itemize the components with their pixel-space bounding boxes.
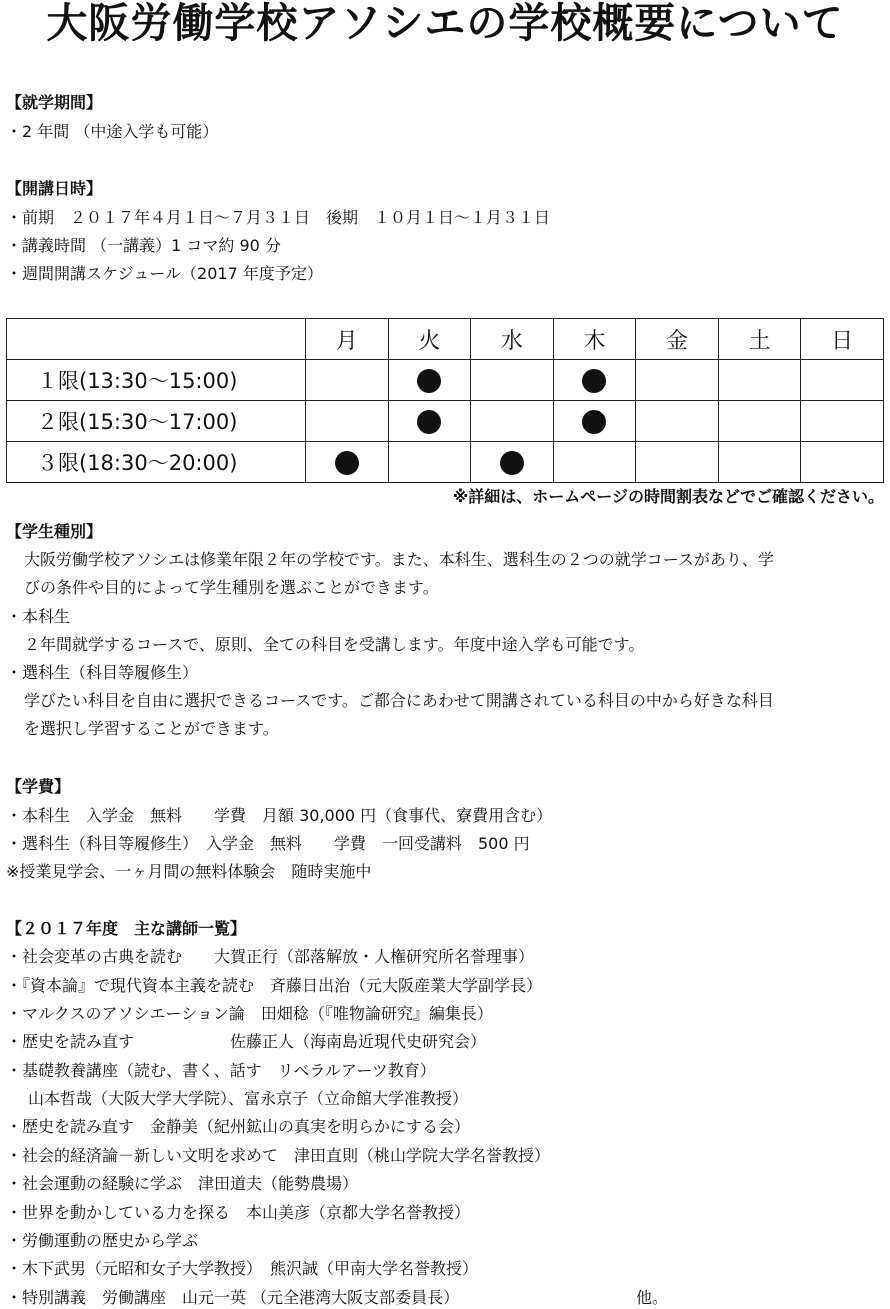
- timetable-cell: [718, 442, 801, 483]
- lecturers-heading: 【２０１７年度 主な講師一覧】: [6, 919, 247, 938]
- period-item: ・2 年間 （中途入学も可能）: [6, 122, 219, 141]
- timetable-cell: [553, 401, 636, 442]
- timetable-cell: [388, 360, 471, 401]
- timetable-cell: [636, 360, 719, 401]
- class-scheduled-dot: [335, 451, 359, 475]
- timetable-cell: [471, 442, 554, 483]
- day-header: 火: [388, 319, 471, 360]
- lecturer-item: 山本哲哉（大阪大学大学院）、富永京子（立命館大学准教授）: [28, 1089, 469, 1108]
- timetable-cell: [306, 360, 389, 401]
- fees-item: ・選科生（科目等履修生） 入学金 無料 学費 一回受講料 500 円: [6, 834, 530, 853]
- timetable-cell: [801, 442, 884, 483]
- day-header: 木: [553, 319, 636, 360]
- day-header: 土: [718, 319, 801, 360]
- schedule-heading: 【開講日時】: [6, 179, 103, 198]
- elective-student-desc: を選択し学習することができます。: [24, 719, 279, 738]
- timetable-cell: [388, 442, 471, 483]
- period-label: ２限(15:30〜17:00): [7, 401, 306, 442]
- period-label: １限(13:30〜15:00): [7, 360, 306, 401]
- lecturer-item: ・歴史を読み直す 佐藤正人（海南島近現代史研究会）: [6, 1032, 487, 1051]
- timetable-cell: [553, 360, 636, 401]
- timetable-cell: [553, 442, 636, 483]
- lecturer-item: ・世界を動かしている力を探る 本山美彦（京都大学名誉教授）: [6, 1203, 471, 1222]
- lecturer-item: ・特別講義 労働講座 山元一英 （元全港湾大阪支部委員長）: [6, 1288, 460, 1307]
- day-header: 日: [801, 319, 884, 360]
- timetable-cell: [718, 360, 801, 401]
- class-scheduled-dot: [417, 410, 441, 434]
- lecturer-item: ・社会運動の経験に学ぶ 津田道夫（能勢農場）: [6, 1174, 359, 1193]
- period-label: ３限(18:30〜20:00): [7, 442, 306, 483]
- student-type-intro: 大阪労働学校アソシエは修業年限２年の学校です。また、本科生、選科生の２つの就学コースがあり、学: [24, 550, 774, 569]
- timetable-cell: [306, 442, 389, 483]
- timetable-row: [7, 442, 884, 483]
- regular-student-label: ・本科生: [6, 607, 71, 626]
- lecturer-item: ・『資本論』で現代資本主義を読む 斉藤日出治（元大阪産業大学副学長）: [6, 976, 543, 995]
- day-header: 月: [306, 319, 389, 360]
- schedule-item: ・講義時間 （一講義）1 コマ約 90 分: [6, 236, 281, 255]
- timetable-cell: [306, 401, 389, 442]
- lecturers-other: 他。: [636, 1288, 669, 1307]
- class-scheduled-dot: [582, 410, 606, 434]
- fees-item: ・本科生 入学金 無料 学費 月額 30,000 円（食事代、寮費用含む）: [6, 806, 553, 825]
- page-title: 大阪労働学校アソシエの学校概要について: [46, 0, 844, 47]
- period-heading: 【就学期間】: [6, 93, 103, 112]
- timetable-cell: [801, 360, 884, 401]
- student-type-intro: びの条件や目的によって学生種別を選ぶことができます。: [24, 578, 439, 597]
- day-header: 金: [636, 319, 719, 360]
- timetable-cell: [718, 401, 801, 442]
- lecturer-item: ・社会的経済論－新しい文明を求めて 津田直則（桃山学院大学名誉教授）: [6, 1146, 551, 1165]
- lecturer-item: ・基礎教養講座（読む、書く、話す リベラルアーツ教育）: [6, 1061, 436, 1080]
- timetable-row: [7, 401, 884, 442]
- weekly-timetable: [6, 318, 884, 483]
- lecturer-item: ・歴史を読み直す 金静美（紀州鉱山の真実を明らかにする会）: [6, 1117, 471, 1136]
- elective-student-desc: 学びたい科目を自由に選択できるコースです。ご都合にあわせて開講されている科目の中から好きな科目: [24, 691, 774, 710]
- lecturer-item: ・木下武男（元昭和女子大学教授） 熊沢誠（甲南大学名誉教授）: [6, 1259, 479, 1278]
- fees-heading: 【学費】: [6, 777, 71, 796]
- timetable-cell: [636, 442, 719, 483]
- timetable-cell: [636, 401, 719, 442]
- timetable-row: [7, 360, 884, 401]
- schedule-item: ・前期 ２０１７年４月１日〜７月３１日 後期 １０月１日〜１月３１日: [6, 208, 551, 227]
- fees-item: ※授業見学会、一ヶ月間の無料体験会 随時実施中: [6, 862, 372, 881]
- lecturer-item: ・マルクスのアソシエーション論 田畑稔（『唯物論研究』編集長）: [6, 1004, 493, 1023]
- elective-student-label: ・選科生（科目等履修生）: [6, 663, 199, 682]
- day-header: 水: [471, 319, 554, 360]
- timetable-cell: [471, 360, 554, 401]
- schedule-item: ・週間開講スケジュール（2017 年度予定）: [6, 264, 323, 283]
- class-scheduled-dot: [582, 369, 606, 393]
- regular-student-desc: ２年間就学するコースで、原則、全ての科目を受講します。年度中途入学も可能です。: [24, 635, 645, 654]
- timetable-cell: [388, 401, 471, 442]
- timetable-header-row: [7, 319, 884, 360]
- class-scheduled-dot: [500, 451, 524, 475]
- lecturer-item: ・社会変革の古典を読む 大賀正行（部落解放・人権研究所名誉理事）: [6, 947, 535, 966]
- student-type-heading: 【学生種別】: [6, 522, 103, 541]
- lecturer-item: ・労働運動の歴史から学ぶ: [6, 1231, 199, 1250]
- timetable-corner: [7, 319, 306, 360]
- timetable-cell: [801, 401, 884, 442]
- timetable-note: ※詳細は、ホームページの時間割表などでご確認ください。: [452, 487, 884, 506]
- timetable-cell: [471, 401, 554, 442]
- class-scheduled-dot: [417, 369, 441, 393]
